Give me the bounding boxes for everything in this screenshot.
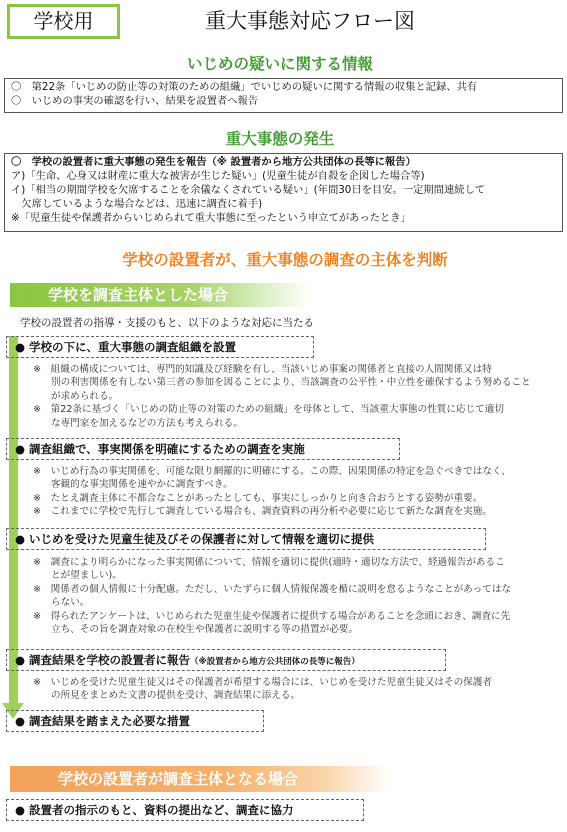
note-line: ※ いじめ行為の事実関係を、可能な限り網羅的に明確にする。この際、因果関係の特定を急ぐべきではなく、: [33, 466, 511, 477]
note-line: の所見をまとめた文書の提供を受け、調査結果に添える。: [51, 690, 301, 702]
school-intro: 学校の設置者の指導・支援のもと、以下のような対応に当たる: [20, 317, 314, 329]
bullet-icon: ●: [15, 714, 26, 728]
note-line: ※ これまでに学校で先行して調査している場合も、調査資料の再分析や必要に応じて新たな調査を実施。: [33, 506, 492, 518]
step-label-note: （※設置者から地方公共団体の長等に報告）: [190, 657, 360, 667]
school-use-tag: 学校用: [7, 4, 120, 39]
step-4-notes: [33, 676, 561, 703]
bullet-icon: ●: [15, 442, 26, 456]
note-line: ※ いじめを受けた児童生徒又はその保護者が希望する場合には、いじめを受けた児童生徒又はその保護者: [33, 677, 492, 688]
page-title: 重大事態対応フロー図: [205, 9, 415, 33]
note-line: 別の利害関係を有しない第三者の参加を図ることにより、当該調査の公平性・中立性を確保するよう努めること: [51, 377, 531, 389]
step-2-notes: [33, 465, 561, 519]
bullet-icon: ●: [15, 532, 26, 546]
note-line: な専門家を加えるなどの方法も考えられる。: [51, 417, 243, 429]
note-line: とが望ましい)。: [51, 570, 122, 582]
note-line: ※ 第22条に基づく「いじめの防止等の対策のための組織」を母体として、当該重大事態の性質に応じて適切: [33, 404, 504, 416]
note-line: らない。: [51, 597, 90, 609]
bullying-info-box: [4, 78, 563, 113]
incident-line: 〇 学校の設置者に重大事態の発生を報告（※ 設置者から地方公共団体の長等に報告）: [11, 156, 416, 168]
note-line: 客観的な事実関係を速やかに調査すべき。: [51, 479, 233, 491]
judge-heading: 学校の設置者が、重大事態の調査の主体を判断: [122, 251, 448, 269]
step-label: 調査結果を踏まえた必要な措置: [29, 714, 190, 728]
bullet-icon: ●: [15, 340, 26, 354]
section-bullying-info-title: いじめの疑いに関する情報: [186, 55, 373, 73]
info-line: 〇 第22条「いじめの防止等の対策のための組織」でいじめの疑いに関する情報の収集と記録、共有: [11, 81, 478, 93]
incident-line: 欠席しているような場合などは、迅速に調査に着手): [11, 198, 263, 210]
board-investigator-banner: 学校の設置者が調査主体となる場合: [10, 766, 390, 792]
note-line: が求められる。: [51, 390, 119, 402]
section-serious-incident-title: 重大事態の発生: [225, 130, 335, 148]
bullet-icon: ●: [15, 653, 26, 667]
step-info-provision: [6, 528, 486, 550]
step-setup-committee: [6, 336, 314, 358]
step-label: 調査結果を学校の設置者に報告: [29, 653, 190, 667]
step-necessary-measures: [6, 710, 264, 732]
step-label: いじめを受けた児童生徒及びその保護者に対して情報を適切に提供: [29, 532, 374, 546]
school-investigator-banner: 学校を調査主体とした場合: [10, 283, 310, 307]
step-fact-finding: [6, 438, 400, 460]
step-3-notes: [33, 556, 561, 636]
bullet-icon: ●: [15, 803, 26, 817]
step-label: 学校の下に、重大事態の調査組織を設置: [29, 340, 236, 354]
step-report-results: [6, 649, 446, 671]
note-line: ※ たとえ調査主体に不都合なことがあったとしても、事実にしっかりと向き合おうとする姿勢が重要。: [33, 492, 483, 504]
incident-line: イ)「相当の期間学校を欠席することを余儀なくされている疑い」(年間30日を目安。一定期間連続して: [11, 184, 486, 196]
note-line: ※ 得られたアンケートは、いじめられた児童生徒や保護者に提供する場合があることを念頭におき、調査に先: [33, 610, 511, 622]
note-line: ※ 組織の構成については、専門的知識及び経験を有し、当該いじめ事案の関係者と直接の人間関係又は特: [33, 364, 492, 375]
incident-line: ア)「生命、心身又は財産に重大な被害が生じた疑い」(児童生徒が自殺を企図した場合等): [11, 170, 425, 182]
step-1-notes: [33, 363, 561, 430]
step-label: 調査組織で、事実関係を明確にするための調査を実施: [29, 442, 305, 456]
incident-line: ※「児童生徒や保護者からいじめられて重大事態に至ったという申立てがあったとき」: [11, 212, 411, 224]
step-label: 設置者の指示のもと、資料の提出など、調査に協力: [29, 803, 294, 817]
note-line: ※ 調査により明らかになった事実関係について、情報を適切に提供(適時・適切な方法で、経過報告があるこ: [33, 557, 505, 568]
info-line: 〇 いじめの事実の確認を行い、結果を設置者へ報告: [11, 95, 259, 107]
serious-incident-box: [4, 153, 563, 232]
note-line: ※ 関係者の個人情報に十分配慮。ただし、いたずらに個人情報保護を楯に説明を怠るようなことがあってはな: [33, 583, 512, 595]
step-cooperate: [6, 799, 364, 821]
note-line: 立ち、その旨を調査対象の在校生や保護者に説明する等の措置が必要。: [51, 624, 358, 636]
